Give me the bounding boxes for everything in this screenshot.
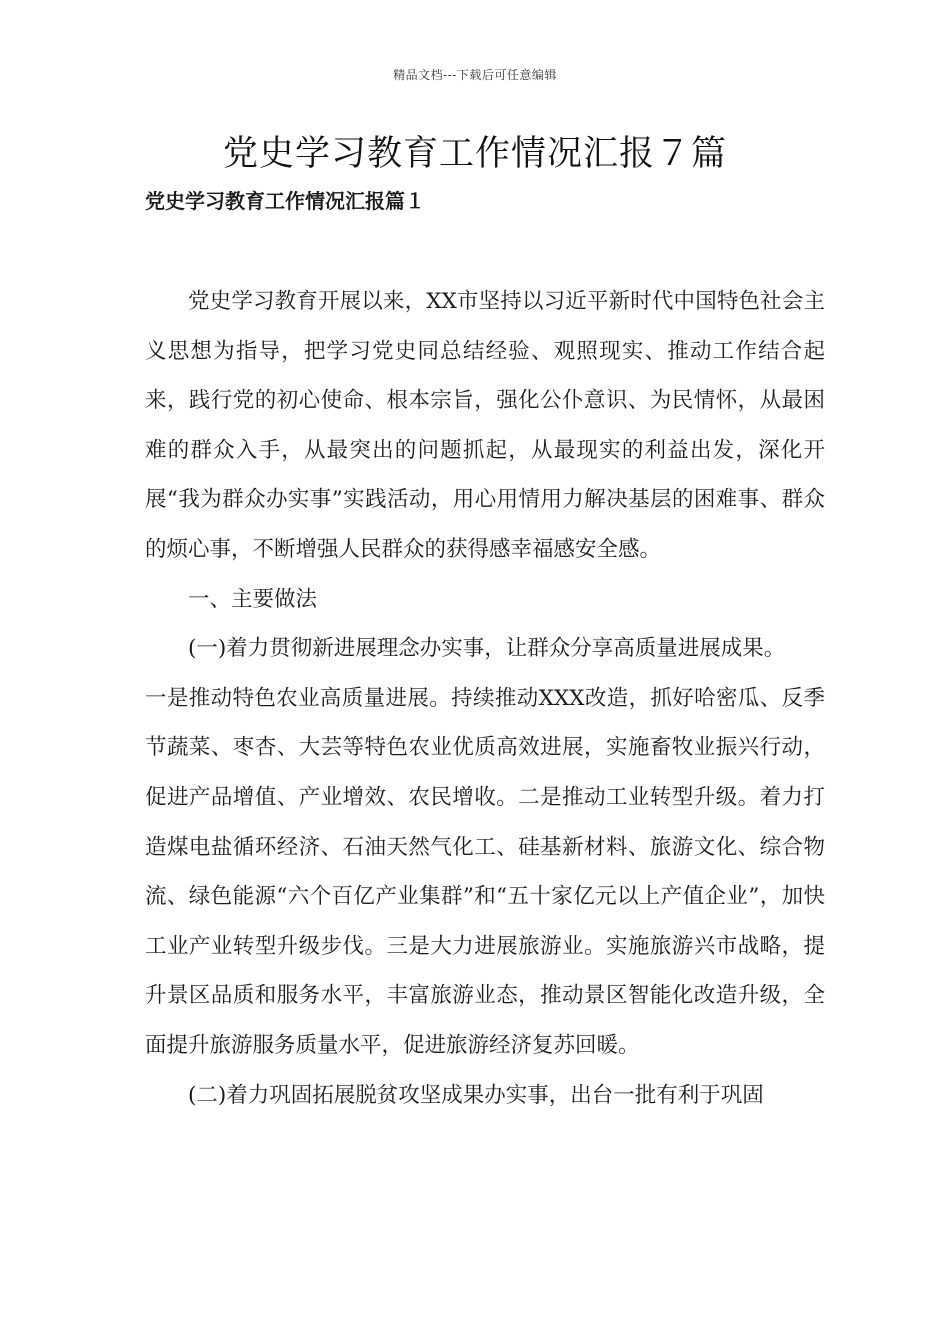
paragraph-intro: 党史学习教育开展以来，XX市坚持以习近平新时代中国特色社会主义思想为指导，把学习党史同总结经验、观照现实、推动工作结合起来，践行党的初心使命、根本宗旨，强化公仆意识、为民情怀，从最困难的群众入手，从最突出的问题抓起，从最现实的利益出发，深化开展“我为群众办实事”实践活动，用心用情用力解决基层的困难事、群众的烦心事，不断增强人民群众的获得感幸福感安全感。	[145, 289, 825, 562]
paragraph-subheading-2: (二)着力巩固拓展脱贫攻坚成果办实事，出台一批有利于巩固	[188, 1082, 764, 1108]
paragraph-body-1: 一是推动特色农业高质量进展。持续推动XXX改造，抓好哈密瓜、反季节蔬菜、枣杏、大芸等特色农业优质高效进展，实施畜牧业振兴行动，促进产品增值、产业增效、农民增收。二是推动工业转型升级。着力打造煤电盐循环经济、石油天然气化工、硅基新材料、旅游文化、综合物流、绿色能源“六个百亿产业集群”和“五十家亿元以上产值企业”，加快工业产业转型升级步伐。三是大力进展旅游业。实施旅游兴市战略，提升景区品质和服务水平，丰富旅游业态，推动景区智能化改造升级，全面提升旅游服务质量水平，促进旅游经济复苏回暖。	[145, 685, 825, 1058]
paragraph-heading-main-practices: 一、主要做法	[188, 586, 318, 612]
header-note: 精品文档---下载后可任意编辑	[393, 68, 557, 82]
document-body	[145, 277, 825, 1120]
document-title: 党史学习教育工作情况汇报７篇	[222, 134, 727, 174]
paragraph-subheading-1: (一)着力贯彻新进展理念办实事，让群众分享高质量进展成果。	[188, 636, 786, 662]
section-title: 党史学习教育工作情况汇报篇１	[145, 189, 425, 213]
